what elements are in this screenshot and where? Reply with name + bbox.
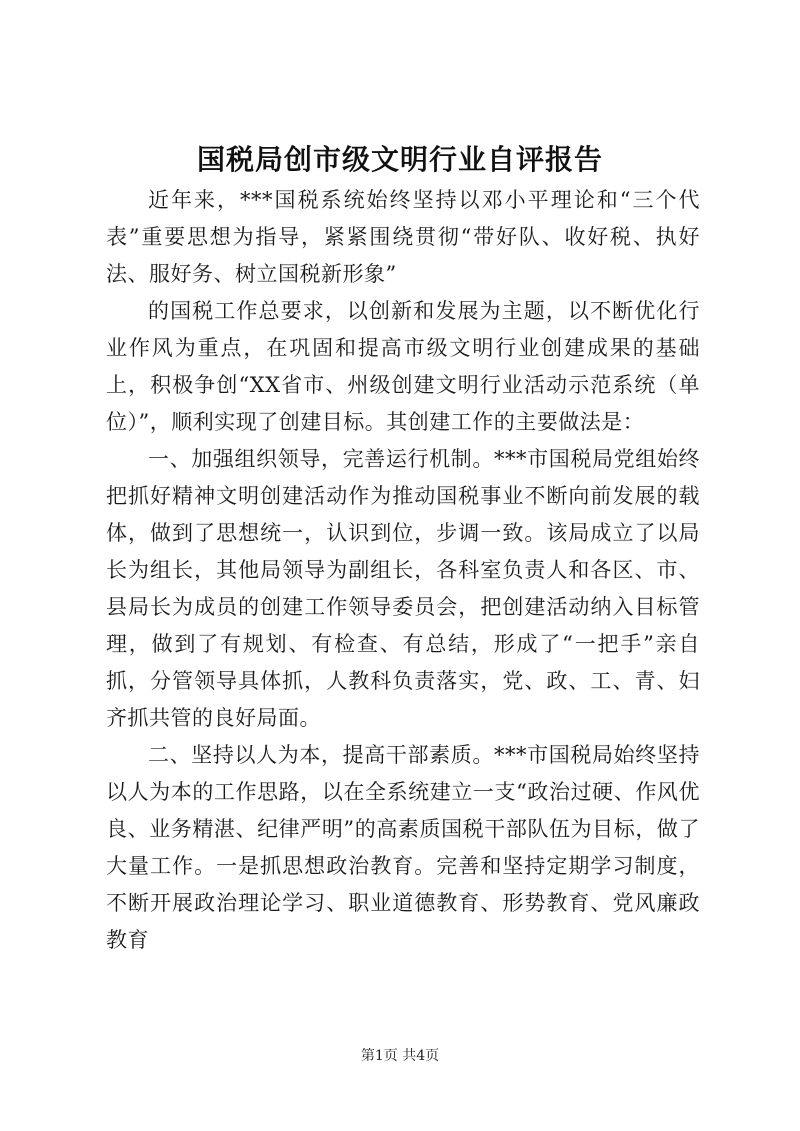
- document-title: 国税局创市级文明行业自评报告: [196, 143, 603, 176]
- document-body: [106, 182, 700, 959]
- page-number-footer: 第1页 共4页: [360, 1048, 440, 1064]
- paragraph-section-one: 一、加强组织领导，完善运行机制。***市国税局党组始终把抓好精神文明创建活动作为推动国税事业不断向前发展的载体，做到了思想统一，认识到位，步调一致。该局成立了以局长为组长，其他局领导为副组长，各科室负责人和各区、市、县局长为成员的创建工作领导委员会，把创建活动纳入目标管理，做到了有规划、有检查、有总结，形成了“一把手”亲自抓，分管领导具体抓，人教科负责落实，党、政、工、青、妇齐抓共管的良好局面。: [106, 447, 700, 730]
- paragraph-requirements: 的国税工作总要求，以创新和发展为主题，以不断优化行业作风为重点，在巩固和提高市级文明行业创建成果的基础上，积极争创“XX省市、州级创建文明行业活动示范系统（单位）”，顺利实现了创建目标。其创建工作的主要做法是：: [106, 299, 700, 434]
- paragraph-intro: 近年来，***国税系统始终坚持以邓小平理论和“三个代表”重要思想为指导，紧紧围绕贯彻“带好队、收好税、执好法、服好务、树立国税新形象”: [106, 188, 700, 286]
- paragraph-section-two: 二、坚持以人为本，提高干部素质。***市国税局始终坚持以人为本的工作思路，以在全系统建立一支“政治过硬、作风优良、业务精湛、纪律严明”的高素质国税干部队伍为目标，做了大量工作。一是抓思想政治教育。完善和坚持定期学习制度，不断开展政治理论学习、职业道德教育、形势教育、党风廉政教育: [106, 743, 700, 952]
